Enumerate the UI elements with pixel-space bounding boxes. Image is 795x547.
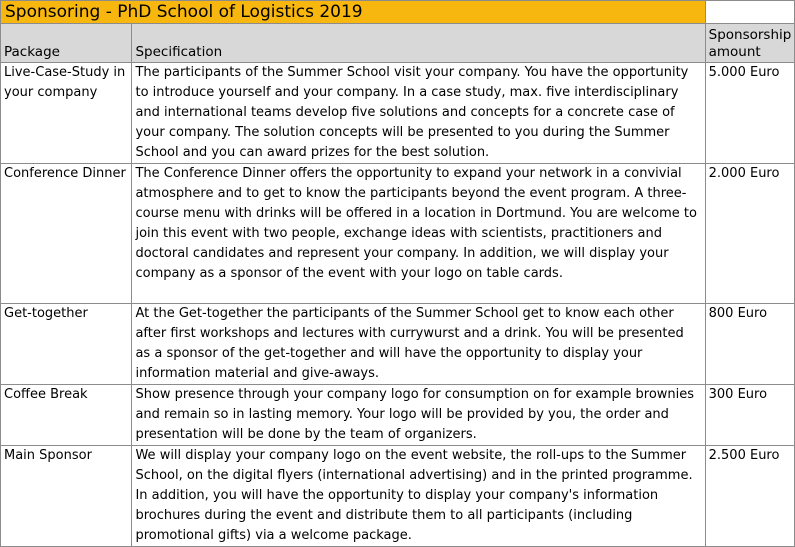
header-row [1, 24, 795, 63]
package-cell: Get-together [1, 304, 132, 385]
amount-cell: 800 Euro [705, 304, 794, 385]
amount-cell: 5.000 Euro [705, 63, 794, 164]
specification-cell: We will display your company logo on the event website, the roll-ups to the Summer School, on the digital flyers (international advertising) and in the printed programme. In addition, you will have the opportunity to display your company's information brochures during the event and distribute them to all participants (including promotional gifts) via a welcome package. [132, 446, 705, 547]
title-row [1, 1, 795, 24]
table-row [1, 63, 795, 164]
specification-cell: At the Get-together the participants of the Summer School get to know each other after first workshops and lectures with currywurst and a drink. You will be presented as a sponsor of the get-together and will have the opportunity to display your information material and give-aways. [132, 304, 705, 385]
package-cell: Main Sponsor [1, 446, 132, 547]
table-row [1, 446, 795, 547]
header-amount: Sponsorship amount [705, 24, 794, 63]
table-row [1, 164, 795, 304]
specification-cell: The participants of the Summer School visit your company. You have the opportunity to introduce yourself and your company. In a case study, max. five interdisciplinary and international teams develop five solutions and concepts for a concrete case of your company. The solution concepts will be presented to you during the Summer School and you can award prizes for the best solution. [132, 63, 705, 164]
table-title: Sponsoring - PhD School of Logistics 2019 [1, 1, 706, 24]
table-row [1, 385, 795, 446]
amount-cell: 300 Euro [705, 385, 794, 446]
package-cell: Coffee Break [1, 385, 132, 446]
table-row [1, 304, 795, 385]
header-specification: Specification [132, 24, 705, 63]
specification-cell: The Conference Dinner offers the opportunity to expand your network in a convivial atmosphere and to get to know the participants beyond the event program. A three-course menu with drinks will be offered in a location in Dortmund. You are welcome to join this event with two people, exchange ideas with scientists, practitioners and doctoral candidates and represent your company. In addition, we will display your company as a sponsor of the event with your logo on table cards. [132, 164, 705, 304]
amount-cell: 2.000 Euro [705, 164, 794, 304]
package-cell: Live-Case-Study in your company [1, 63, 132, 164]
specification-cell: Show presence through your company logo for consumption on for example brownies and remain so in lasting memory. Your logo will be provided by you, the order and presentation will be done by the team of organizers. [132, 385, 705, 446]
header-package: Package [1, 24, 132, 63]
title-blank-cell [705, 1, 794, 24]
amount-cell: 2.500 Euro [705, 446, 794, 547]
package-cell: Conference Dinner [1, 164, 132, 304]
